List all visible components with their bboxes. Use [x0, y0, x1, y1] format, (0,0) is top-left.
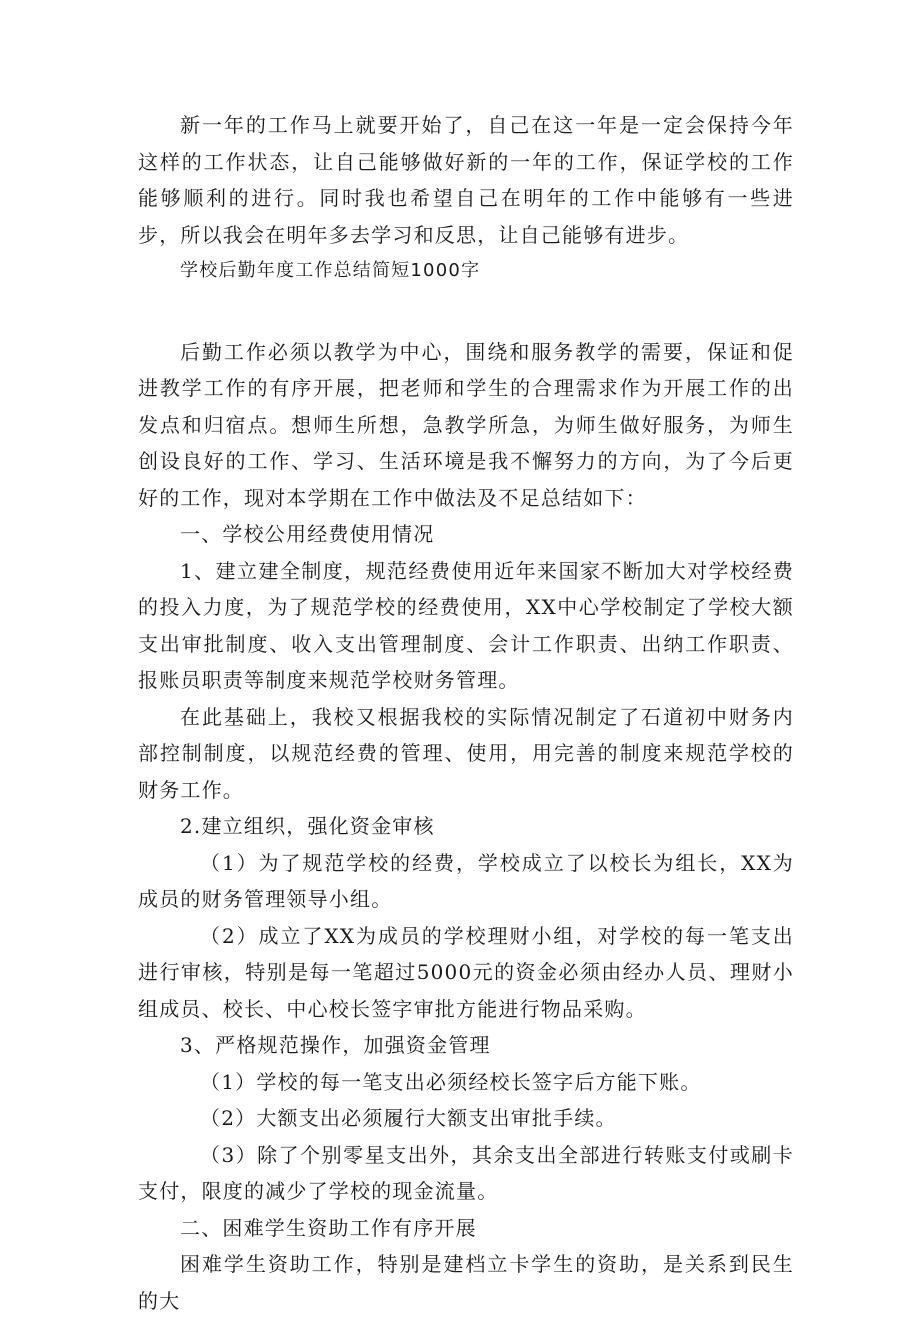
intro-paragraph: 后勤工作必须以教学为中心，围绕和服务教学的需要，保证和促进教学工作的有序开展，把老师和学生的合理需求作为开展工作的出发点和归宿点。想师生所想，急教学所急，为师生做好服务，为师生创设良好的工作、学习、生活环境是我不懈努力的方向，为了今后更好的工作，现对本学期在工作中做法及不足总结如下： — [138, 339, 794, 510]
sub-item-paragraph: （1）学校的每一笔支出必须经校长签字后方能下账。 — [200, 1069, 702, 1094]
section-heading: 一、学校公用经费使用情况 — [180, 522, 435, 546]
item-heading: 3、严格规范操作，加强资金管理 — [180, 1033, 491, 1057]
closing-paragraph: 新一年的工作马上就要开始了，自己在这一年是一定会保持今年这样的工作状态，让自己能够做好新的一年的工作，保证学校的工作能够顺利的进行。同时我也希望自己在明年的工作中能够有一些进步，所以我会在明年多去学习和反思，让自己能够有进步。 — [138, 113, 794, 247]
document-subtitle: 学校后勤年度工作总结简短1000字 — [180, 260, 481, 281]
sub-item-paragraph: （1）为了规范学校的经费，学校成立了以校长为组长，XX为成员的财务管理领导小组。 — [138, 850, 794, 911]
item-paragraph: 1、建立建全制度，规范经费使用近年来国家不断加大对学校经费的投入力度，为了规范学校的经费使用，XX中心学校制定了学校大额支出审批制度、收入支出管理制度、会计工作职责、出纳工作职责、报账员职责等制度来规范学校财务管理。 — [138, 558, 794, 692]
body-paragraph: 在此基础上，我校又根据我校的实际情况制定了石道初中财务内部控制制度，以规范经费的管理、使用，用完善的制度来规范学校的财务工作。 — [138, 704, 794, 802]
sub-item-paragraph: （2）大额支出必须履行大额支出审批手续。 — [200, 1106, 617, 1130]
sub-item-paragraph: （3）除了个别零星支出外，其余支出全部进行转账支付或刷卡支付，限度的减少了学校的现金流量。 — [138, 1142, 794, 1203]
section-heading: 二、困难学生资助工作有序开展 — [180, 1215, 477, 1240]
body-paragraph: 困难学生资助工作，特别是建档立卡学生的资助，是关系到民生的大 — [138, 1252, 794, 1313]
sub-item-paragraph: （2）成立了XX为成员的学校理财小组，对学校的每一笔支出进行审核，特别是每一笔超过5000元的资金必须由经办人员、理财小组成员、校长、中心校长签字审批方能进行物品采购。 — [138, 923, 794, 1021]
spacer — [138, 290, 794, 334]
document-body — [138, 107, 794, 1319]
item-heading: 2.建立组织，强化资金审核 — [180, 814, 435, 838]
